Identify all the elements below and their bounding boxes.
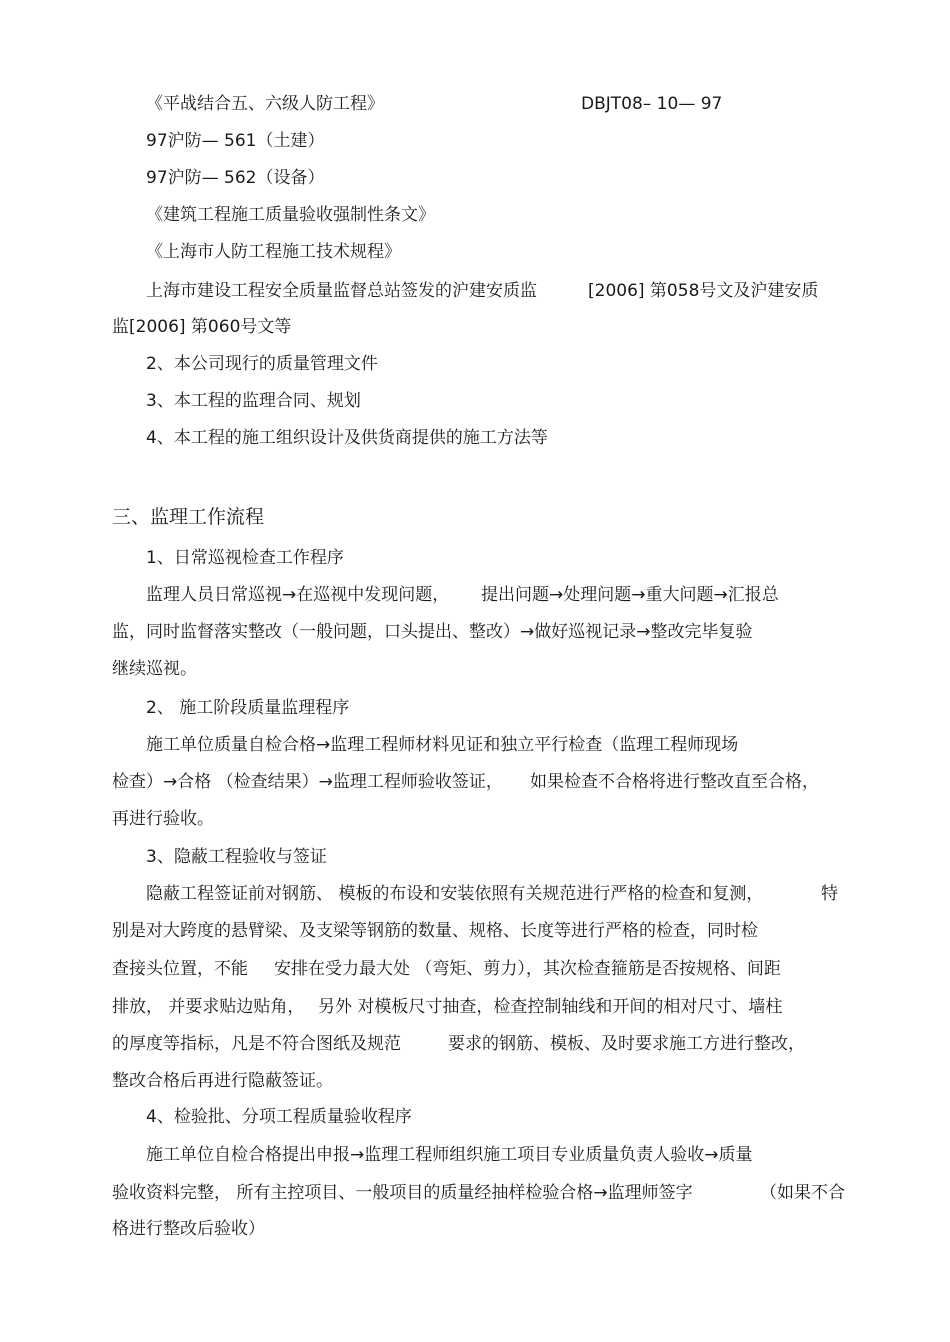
paragraph-line: 监，同时监督落实整改（一般问题，口头提出、整改）→做好巡视记录→整改完毕复验 xyxy=(112,622,753,642)
paragraph-line: 提出问题→处理问题→重大问题→汇报总 xyxy=(481,585,779,605)
paragraph-line: 施工单位质量自检合格→监理工程师材料见证和独立平行检查（监理工程师现场 xyxy=(146,735,739,755)
paragraph-line: 特 xyxy=(821,884,838,904)
reference-line: 上海市建设工程安全质量监督总站签发的沪建安质监 xyxy=(146,281,537,301)
reference-line: 《建筑工程施工质量验收强制性条文》 xyxy=(146,205,435,225)
paragraph-line: 施工单位自检合格提出申报→监理工程师组织施工项目专业质量负责人验收→质量 xyxy=(146,1145,753,1165)
paragraph-line: 另外 对模板尺寸抽查，检查控制轴线和开间的相对尺寸、墙柱 xyxy=(318,997,783,1017)
reference-title-civil-defense: 《平战结合五、六级人防工程》 xyxy=(146,94,384,114)
paragraph-line: 监理人员日常巡视→在巡视中发现问题， xyxy=(146,585,450,605)
paragraph-line: 隐蔽工程签证前对钢筋、 模板的布设和安装依照有关规范进行严格的检查和复测， xyxy=(146,884,764,904)
paragraph-line: 如果检查不合格将进行整改直至合格， xyxy=(530,772,819,792)
reference-line: 97沪防— 562（设备） xyxy=(146,168,325,188)
section-heading: 三、监理工作流程 xyxy=(112,506,265,528)
paragraph-line: 查接头位置，不能 xyxy=(112,959,248,979)
basis-item: 2、本公司现行的质量管理文件 xyxy=(146,354,378,374)
reference-line: 《上海市人防工程施工技术规程》 xyxy=(146,242,401,262)
paragraph-line: 整改合格后再进行隐蔽签证。 xyxy=(112,1071,333,1091)
paragraph-line: 验收资料完整， 所有主控项目、一般项目的质量经抽样检验合格→监理师签字 xyxy=(112,1183,693,1203)
subsection-title: 4、检验批、分项工程质量验收程序 xyxy=(146,1107,412,1127)
paragraph-line: 继续巡视。 xyxy=(112,659,197,679)
paragraph-line: 检查）→合格 （检查结果）→监理工程师验收签证， xyxy=(112,772,503,792)
reference-line: 监[2006] 第060号文等 xyxy=(112,317,292,337)
paragraph-line: （如果不合 xyxy=(760,1183,845,1203)
paragraph-line: 的厚度等指标，凡是不符合图纸及规范 xyxy=(112,1034,401,1054)
paragraph-line: 别是对大跨度的悬臂梁、及支梁等钢筋的数量、规格、长度等进行严格的检查，同时检 xyxy=(112,921,758,941)
paragraph-line: 格进行整改后验收） xyxy=(112,1219,265,1239)
basis-item: 4、本工程的施工组织设计及供货商提供的施工方法等 xyxy=(146,428,548,448)
subsection-title: 2、 施工阶段质量监理程序 xyxy=(146,698,350,718)
basis-item: 3、本工程的监理合同、规划 xyxy=(146,391,361,411)
paragraph-line: 排放， 并要求贴边贴角， xyxy=(112,997,305,1017)
subsection-title: 3、隐蔽工程验收与签证 xyxy=(146,847,327,867)
reference-line-continued: [2006] 第058号文及沪建安质 xyxy=(588,281,819,301)
paragraph-line: 再进行验收。 xyxy=(112,809,214,829)
reference-line: 97沪防— 561（土建） xyxy=(146,131,325,151)
paragraph-line: 要求的钢筋、模板、及时要求施工方进行整改， xyxy=(448,1034,805,1054)
subsection-title: 1、日常巡视检查工作程序 xyxy=(146,548,344,568)
reference-code: DBJT08– 10— 97 xyxy=(581,94,723,114)
paragraph-line: 安排在受力最大处 （弯矩、剪力），其次检查箍筋是否按规格、间距 xyxy=(274,959,781,979)
